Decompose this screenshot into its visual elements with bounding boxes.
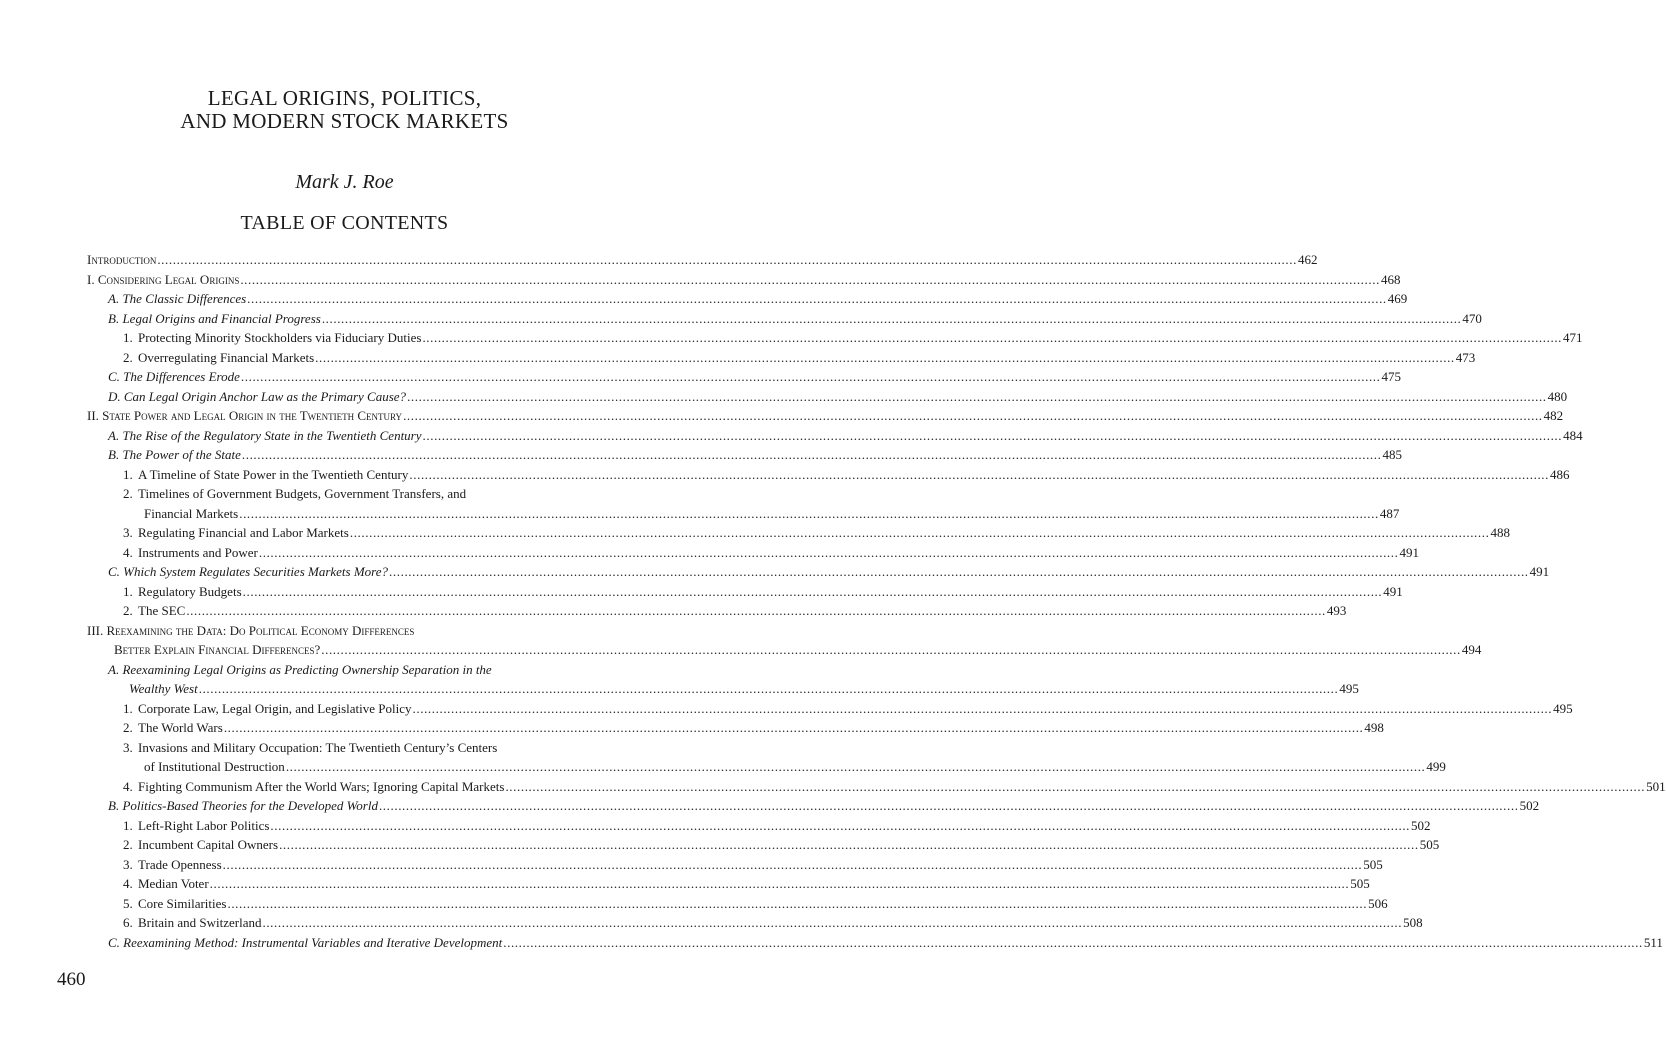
toc-entry-label (123, 720, 223, 736)
toc-entry-text: III. Reexamining the Data: Do Political Economy Differences (87, 622, 415, 638)
toc-entry-page: 505 (1419, 837, 1440, 852)
toc-entry (87, 837, 1440, 857)
toc-entry-number: 2. (123, 720, 133, 735)
toc-entry (87, 349, 1476, 370)
toc-entry-number: 2. (123, 837, 133, 852)
dot-leader (262, 915, 1402, 931)
toc-entry (87, 778, 1666, 799)
toc-entry-label (87, 272, 239, 288)
toc-entry (87, 369, 1402, 389)
toc-entry-text: Median Voter (138, 876, 209, 891)
toc-entry-page: 506 (1368, 895, 1388, 911)
toc-entry-page: 487 (1379, 505, 1400, 521)
toc-entry-number: 4. (123, 544, 133, 560)
toc-entry-text: of Institutional Destruction (144, 759, 285, 774)
toc-entry-label (123, 837, 278, 853)
toc-entry-text: Overregulating Financial Markets (138, 349, 315, 365)
toc-entry-text: Financial Markets (144, 505, 239, 521)
toc-entry-text: Fighting Communism After the World Wars; Ignoring Capital Markets (138, 778, 505, 794)
toc-entry-label (114, 642, 320, 658)
toc-entry-page: 480 (1547, 388, 1568, 404)
toc-entry-page: 495 (1339, 681, 1359, 696)
toc-entry-label (144, 759, 285, 775)
toc-entry-label (123, 584, 242, 600)
toc-entry-text: Britain and Switzerland (138, 915, 262, 930)
dot-leader (413, 701, 1553, 717)
toc-entry-number: 4. (123, 876, 133, 891)
toc-entry-text: Better Explain Financial Differences? (114, 642, 321, 657)
dot-leader (227, 896, 1367, 912)
toc-entry-label (123, 525, 349, 541)
toc-entry-number: 1. (123, 330, 133, 345)
dot-leader (186, 603, 1326, 619)
dot-leader (242, 447, 1382, 463)
toc-entry (87, 856, 1383, 877)
toc-entry-label (123, 350, 314, 366)
toc-entry-page: 471 (1563, 330, 1583, 345)
toc-entry (87, 583, 1403, 604)
article-title-line-1: LEGAL ORIGINS, POLITICS, (207, 86, 482, 110)
toc-entry-label (123, 603, 185, 619)
toc-entry-text: A. The Rise of the Regulatory State in the Twentieth Century (108, 427, 422, 443)
toc-entry-text: C. Reexamining Method: Instrumental Variables and Iterative Development (108, 934, 503, 950)
toc-entry-text: B. Politics-Based Theories for the Developed World (108, 798, 378, 813)
toc-entry-page: 498 (1364, 720, 1384, 735)
toc-entry-page: 470 (1462, 310, 1482, 326)
toc-entry-label (123, 779, 504, 795)
toc-entry-label (123, 740, 497, 756)
dot-leader (286, 759, 1426, 775)
toc-entry (87, 291, 1408, 311)
dot-leader (270, 818, 1410, 834)
toc-entry (87, 564, 1550, 584)
toc-entry-page: 484 (1563, 427, 1583, 443)
toc-entry-text: Invasions and Military Occupation: The Twentieth Century’s Centers (138, 739, 498, 755)
toc-entry-text: Wealthy West (129, 681, 198, 696)
dot-leader (505, 779, 1645, 795)
dot-leader (379, 798, 1519, 814)
toc-entry-text: Core Similarities (138, 895, 227, 911)
toc-entry-page: 495 (1553, 700, 1573, 716)
toc-entry-label (123, 467, 408, 483)
toc-entry (87, 252, 1318, 272)
toc-entry-page: 469 (1387, 291, 1408, 306)
toc-entry-label (123, 545, 258, 561)
toc-entry (87, 934, 1663, 955)
toc-entry-page: 468 (1380, 271, 1401, 287)
toc-entry (87, 895, 1388, 916)
toc-entry-page: 473 (1455, 349, 1476, 365)
toc-entry (87, 466, 1570, 487)
toc-entry-label (108, 447, 241, 463)
dot-leader (315, 350, 1455, 366)
toc-entry-text: Trade Openness (138, 856, 222, 872)
dot-leader (223, 857, 1363, 873)
toc-entry-page: 505 (1350, 876, 1370, 891)
toc-entry-label (108, 662, 492, 678)
toc-entry-number: 3. (123, 739, 133, 755)
toc-entry-text: II. State Power and Legal Origin in the Twentieth Century (87, 408, 403, 423)
toc-entry-text: B. Legal Origins and Financial Progress (108, 310, 321, 326)
toc-entry-page: 475 (1381, 369, 1402, 384)
toc-entry-text: Regulating Financial and Labor Markets (138, 525, 349, 540)
toc-entry-page: 491 (1383, 583, 1403, 599)
toc-entry-label (108, 291, 246, 307)
dot-leader (389, 564, 1529, 580)
dot-leader (259, 545, 1399, 561)
toc-entry-page: 502 (1519, 798, 1540, 813)
toc-entry-label (144, 506, 238, 522)
toc-entry (87, 681, 1359, 701)
toc-entry-label (129, 681, 198, 697)
toc-entry-number: 1. (123, 466, 133, 482)
toc-entry-label (123, 876, 209, 892)
dot-leader (241, 369, 1381, 385)
toc-entry (87, 603, 1347, 623)
dot-leader (321, 642, 1461, 658)
toc-entry-text: Left-Right Labor Politics (138, 817, 270, 833)
toc-entry-text: D. Can Legal Origin Anchor Law as the Primary Cause? (108, 388, 407, 404)
toc-entry-text: I. Considering Legal Origins (87, 271, 240, 287)
dot-leader (247, 291, 1387, 307)
toc-entry-number: 2. (123, 603, 133, 618)
toc-entry-label (123, 486, 466, 502)
toc-entry (87, 915, 1423, 935)
toc-entry-text: Instruments and Power (138, 544, 258, 560)
toc-entry-page: 511 (1643, 934, 1663, 950)
toc-entry-page: 494 (1461, 642, 1482, 657)
dot-leader (403, 408, 1543, 424)
toc-entry-label (108, 428, 422, 444)
toc-entry-label (123, 701, 412, 717)
dot-leader (239, 506, 1379, 522)
toc-entry-label (123, 896, 226, 912)
toc-entry-label (87, 623, 414, 639)
dot-leader (409, 467, 1549, 483)
toc-entry-number: 6. (123, 915, 133, 930)
toc-entry-page: 493 (1326, 603, 1347, 618)
toc-entry-label (108, 369, 240, 385)
toc-entry-label (123, 857, 222, 873)
dot-leader (423, 428, 1563, 444)
toc-entry-label (108, 798, 378, 814)
toc-entry-text: Introduction (87, 252, 157, 267)
toc-entry-label (108, 311, 321, 327)
toc-entry (87, 642, 1482, 662)
toc-entry-page: 505 (1363, 856, 1383, 872)
toc-entry-number: 2. (123, 486, 133, 501)
toc-entry-text: The SEC (138, 603, 186, 618)
toc-entry (87, 817, 1431, 838)
toc-entry-page: 501 (1646, 778, 1666, 794)
toc-entry (87, 876, 1370, 896)
toc-entry (87, 525, 1510, 545)
toc-entry (87, 388, 1568, 409)
toc-entry (87, 310, 1482, 331)
toc-entry-label (123, 915, 261, 931)
toc-entry-page: 491 (1529, 564, 1550, 579)
dot-leader (322, 311, 1462, 327)
toc-entry-label (123, 330, 421, 346)
toc-entry (87, 700, 1573, 721)
toc-entry-text: The World Wars (138, 720, 223, 735)
toc-entry-page: 499 (1426, 759, 1446, 774)
toc-entry-label (108, 564, 388, 580)
toc-entry (87, 623, 602, 643)
dot-leader (422, 330, 1562, 346)
toc-entry-text: B. The Power of the State (108, 447, 241, 462)
toc-entry (87, 720, 1384, 740)
toc-entry-page: 482 (1543, 408, 1564, 423)
toc-entry-text: Protecting Minority Stockholders via Fiduciary Duties (138, 330, 422, 345)
toc-entry (87, 408, 1564, 428)
table-of-contents (87, 252, 1666, 954)
toc-entry-text: Incumbent Capital Owners (138, 837, 279, 852)
toc-entry (87, 427, 1583, 448)
toc-entry (87, 662, 602, 682)
toc-entry-number: 3. (123, 856, 133, 872)
toc-entry-page: 485 (1382, 447, 1402, 462)
toc-entry-text: A. Reexamining Legal Origins as Predicting Ownership Separation in the (108, 661, 492, 677)
toc-entry-number: 1. (123, 583, 133, 599)
dot-leader (199, 681, 1339, 697)
toc-entry-text: A. The Classic Differences (108, 291, 247, 306)
toc-entry-number: 2. (123, 349, 133, 365)
toc-entry (87, 798, 1540, 818)
toc-entry-number: 5. (123, 895, 133, 911)
toc-entry-text: C. The Differences Erode (108, 369, 240, 384)
toc-entry-page: 502 (1411, 817, 1431, 833)
toc-entry (87, 330, 1583, 350)
dot-leader (157, 252, 1297, 268)
dot-leader (210, 876, 1350, 892)
toc-entry-number: 3. (123, 525, 133, 540)
toc-entry (87, 740, 602, 760)
toc-entry (87, 271, 1401, 292)
toc-entry-label (87, 408, 402, 424)
toc-entry-number: 1. (123, 700, 133, 716)
toc-entry-label (108, 389, 406, 405)
toc-entry-label (87, 252, 156, 268)
article-title-line-2: AND MODERN STOCK MARKETS (180, 109, 509, 133)
author-name: Mark J. Roe (295, 171, 394, 193)
dot-leader (350, 525, 1490, 541)
toc-entry-number: 1. (123, 817, 133, 833)
toc-entry-text: A Timeline of State Power in the Twentieth Century (138, 466, 409, 482)
dot-leader (240, 272, 1380, 288)
toc-entry-page: 486 (1550, 466, 1570, 482)
toc-entry-page: 488 (1490, 525, 1510, 540)
toc-entry-page: 508 (1403, 915, 1423, 930)
dot-leader (243, 584, 1383, 600)
dot-leader (279, 837, 1419, 853)
toc-entry-text: Corporate Law, Legal Origin, and Legislative Policy (138, 700, 412, 716)
toc-entry-label (123, 818, 269, 834)
toc-entry-number: 4. (123, 778, 133, 794)
toc-entry-page: 462 (1297, 252, 1318, 267)
dot-leader (503, 935, 1643, 951)
toc-entry (87, 505, 1400, 526)
toc-entry-label (108, 935, 502, 951)
toc-entry-page: 491 (1399, 544, 1419, 560)
toc-entry-text: C. Which System Regulates Securities Markets More? (108, 564, 389, 579)
toc-heading: TABLE OF CONTENTS (240, 212, 449, 234)
dot-leader (407, 389, 1547, 405)
toc-entry (87, 447, 1402, 467)
toc-entry-text: Regulatory Budgets (138, 583, 242, 599)
toc-entry (87, 544, 1419, 565)
toc-entry (87, 486, 602, 506)
toc-entry-text: Timelines of Government Budgets, Government Transfers, and (138, 486, 467, 501)
toc-entry (87, 759, 1446, 779)
dot-leader (224, 720, 1364, 736)
page-number: 460 (57, 969, 86, 990)
